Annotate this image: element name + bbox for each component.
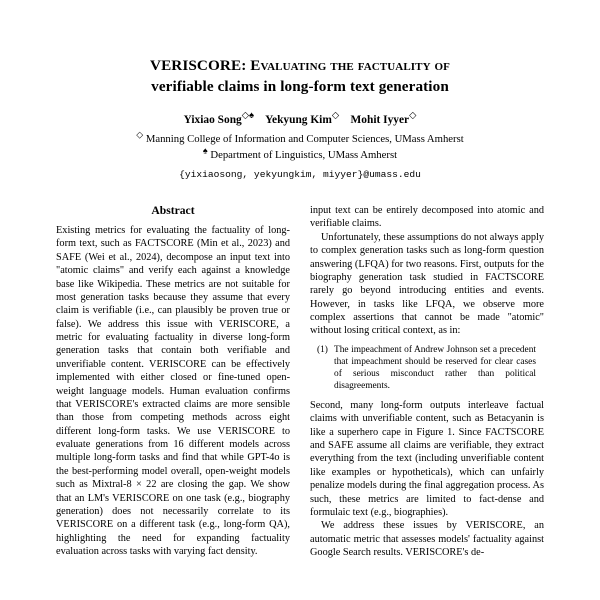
- author-name-3: Mohit Iyyer: [350, 114, 410, 127]
- title-line-1: VERISCORE: Evaluating the factuality of: [150, 57, 450, 74]
- example-text: The impeachment of Andrew Johnson set a precedent that impeachment should be reserved for clear cases of serious misconduct rather than political disagreements.: [334, 344, 536, 391]
- intro-paragraph-3: Second, many long-form outputs interleave factual claims with unverifiable content, such as Betacyanin is like a superhero cape in Figure 1. Since FACTSCORE and SAFE assume all claims are verifiable, they extract everything from the text (including unverifiable content like examples or hypotheticals), which can unfairly penalize models during the final aggregation process. As such, these metrics are limited to fact-dense and formulaic text (e.g., biographies).: [310, 399, 544, 518]
- left-column: [56, 204, 290, 559]
- author-symbols-3: ◇: [409, 111, 417, 122]
- intro-paragraph-2: Unfortunately, these assumptions do not always apply to complex generation tasks such as long-form question answering (LFQA) for two reasons. First, outputs for the biography generation task studied in FACTSCORE rarely go beyond introducing entities and events. However, in tasks like LFQA, we observe more complex assertions that cannot be made "atomic" without losing critical context, as in:: [310, 231, 544, 337]
- affiliation-text-2: Department of Linguistics, UMass Amherst: [210, 148, 398, 161]
- author-name-2: Yekyung Kim: [265, 114, 332, 127]
- author-emails: {yixiaosong, yekyungkim, miyyer}@umass.edu: [179, 169, 421, 181]
- affiliation-text-1: Manning College of Information and Computer Sciences, UMass Amherst: [145, 133, 464, 145]
- right-column: [310, 204, 544, 559]
- page-title: [56, 56, 544, 97]
- author-symbols-1: ◇♠: [241, 111, 255, 122]
- intro-paragraph-4: We address these issues by VERISCORE, an automatic metric that assesses models' factuality against Google Search results. VERISCORE's de-: [310, 520, 544, 559]
- intro-paragraph-1: input text can be entirely decomposed into atomic and verifiable claims.: [310, 205, 544, 230]
- affiliation-1: [56, 129, 544, 148]
- affiliation-symbol-1: ◇: [136, 129, 144, 140]
- abstract-paragraph: Existing metrics for evaluating the factuality of long-form text, such as FACTSCORE (Min et al., 2023) and SAFE (Wei et al., 2024), decompose an input text into "atomic claims" and verify each against a knowledge base like Wikipedia. These metrics are not suitable for most generation tasks because they assume that every claim is verifiable (i.e., can plausibly be proven true or false). We address this issue with VERISCORE, a metric for evaluating factuality in diverse long-form generation tasks that contain both verifiable and unverifiable content. VERISCORE can be effectively implemented with either closed or fine-tuned open-weight language models. Human evaluation confirms that VERISCORE's extracted claims are more sensible than those from competing methods across eight different long-form tasks. We use VERISCORE to evaluate generations from 16 different models across multiple long-form tasks and find that while GPT-4o is the best-performing model overall, open-weight models such as Mixtral-8 × 22 are closing the gap. We show that an LM's VERISCORE on one task (e.g., biography generation) does not necessarily correlate to its VERISCORE on a different task (e.g., long-form QA), highlighting the need for expanding factuality evaluation across tasks with varying fact density.: [56, 225, 290, 558]
- author-name-1: Yixiao Song: [183, 114, 242, 127]
- abstract-heading: Abstract: [151, 204, 195, 218]
- affiliation-2: [56, 144, 544, 164]
- author-list: [56, 113, 544, 129]
- example-number: (1): [317, 344, 328, 355]
- title-line-2: verifiable claims in long-form text generation: [151, 77, 449, 95]
- author-symbols-2: ◇: [331, 111, 340, 122]
- example-block: [310, 344, 544, 392]
- affiliation-symbol-2: ♠: [202, 144, 208, 155]
- body-columns: [56, 204, 544, 559]
